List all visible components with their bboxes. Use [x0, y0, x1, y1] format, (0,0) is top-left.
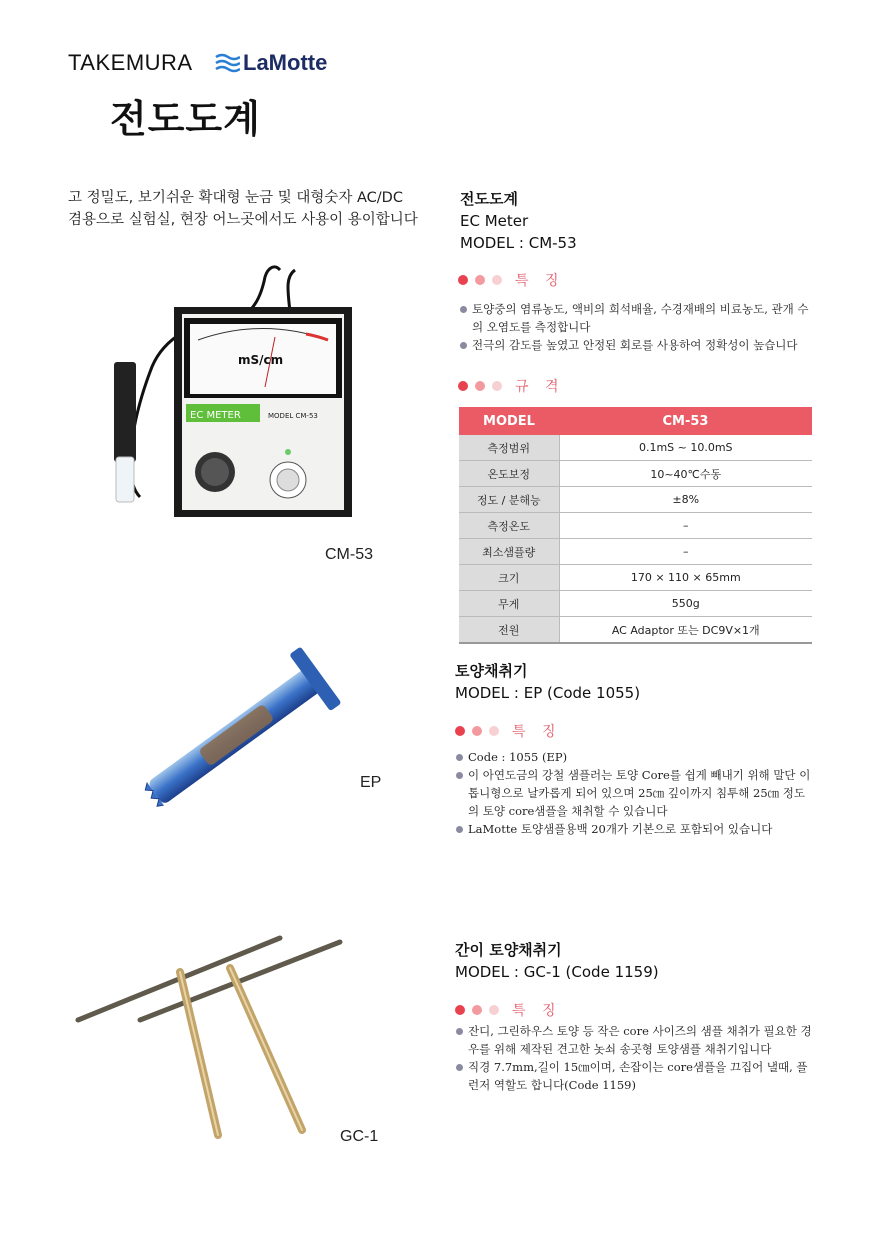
- list-item: LaMotte 토양샘플용백 20개가 기본으로 포함되어 있습니다: [456, 820, 814, 838]
- dot-icon: [472, 1005, 482, 1015]
- table-row: [459, 487, 812, 513]
- features-heading-cm53: [458, 270, 565, 290]
- spec-value-cell: 550g: [559, 591, 812, 617]
- product-subtitle: EC Meter: [460, 212, 529, 230]
- spec-label: 규 격: [515, 379, 565, 395]
- list-item: Code : 1055 (EP): [456, 748, 814, 766]
- brand-lamotte: [214, 50, 327, 76]
- spec-label-cell: 최소샘플량: [459, 539, 559, 565]
- product-name-ep: [455, 660, 640, 704]
- caption-ep: EP: [360, 774, 382, 791]
- dot-icon: [492, 381, 502, 391]
- product-model: MODEL : EP (Code 1055): [455, 684, 641, 702]
- gc1-sampler-image: [70, 930, 360, 1140]
- spec-label-cell: 크기: [459, 565, 559, 591]
- product-title: 간이 토양채취기: [455, 941, 562, 959]
- ep-sampler-image: [125, 645, 365, 815]
- spec-value-cell: 0.1mS ~ 10.0mS: [559, 435, 812, 461]
- features-list-cm53: [460, 300, 815, 354]
- lamotte-wordmark: LaMotte: [243, 50, 328, 75]
- intro-text: [68, 187, 418, 231]
- table-row: [459, 435, 812, 461]
- spec-header-value: CM-53: [559, 407, 812, 435]
- table-row: [459, 591, 812, 617]
- meter-model-label: MODEL CM-53: [268, 412, 318, 420]
- dot-icon: [455, 726, 465, 736]
- product-title: 전도도계: [460, 190, 518, 208]
- product-title: 토양채취기: [455, 662, 528, 680]
- list-item: 토양중의 염류농도, 액비의 희석배율, 수경재배의 비료농도, 관개 수의 오염도를 측정합니다: [460, 300, 815, 336]
- dot-icon: [489, 1005, 499, 1015]
- features-label: 특 징: [512, 1003, 562, 1019]
- product-model: MODEL : CM-53: [460, 234, 577, 252]
- features-label: 특 징: [515, 273, 565, 289]
- spec-label-cell: 무게: [459, 591, 559, 617]
- list-item: 직경 7.7mm,길이 15㎝이며, 손잡이는 core샘플을 끄집어 낼때, 플런저 역할도 합니다(Code 1159): [456, 1058, 814, 1094]
- table-row: [459, 539, 812, 565]
- dot-icon: [489, 726, 499, 736]
- dot-icon: [458, 275, 468, 285]
- table-row: [459, 513, 812, 539]
- features-list-gc1: [456, 1022, 814, 1094]
- features-heading-ep: [455, 721, 562, 741]
- product-model: MODEL : GC-1 (Code 1159): [455, 963, 659, 981]
- list-item: 잔디, 그린하우스 토양 등 작은 core 사이즈의 샘플 채취가 필요한 경우를 위해 제작된 견고한 놋쇠 송곳형 토양샘플 채취기입니다: [456, 1022, 814, 1058]
- intro-line-2: 겸용으로 실험실, 현장 어느곳에서도 사용이 용이합니다: [68, 212, 418, 228]
- meter-panel-label: EC METER: [190, 410, 241, 421]
- brand-takemura: TAKEMURA: [68, 50, 193, 75]
- spec-header-model: MODEL: [459, 407, 559, 435]
- spec-value-cell: –: [559, 513, 812, 539]
- features-heading-gc1: [455, 1000, 562, 1020]
- caption-cm53: CM-53: [325, 546, 374, 563]
- dot-icon: [492, 275, 502, 285]
- features-list-ep: [456, 748, 814, 838]
- features-label: 특 징: [512, 724, 562, 740]
- spec-value-cell: 170 × 110 × 65mm: [559, 565, 812, 591]
- spec-label-cell: 측정온도: [459, 513, 559, 539]
- spec-value-cell: ±8%: [559, 487, 812, 513]
- dot-icon: [472, 726, 482, 736]
- spec-label-cell: 온도보정: [459, 461, 559, 487]
- product-name-gc1: [455, 939, 659, 983]
- spec-value-cell: –: [559, 539, 812, 565]
- table-row: [459, 461, 812, 487]
- dot-icon: [455, 1005, 465, 1015]
- dot-icon: [475, 381, 485, 391]
- intro-line-1: 고 정밀도, 보기쉬운 확대형 눈금 및 대형숫자 AC/DC: [68, 190, 403, 206]
- spec-value-cell: AC Adaptor 또는 DC9V×1개: [559, 617, 812, 644]
- dot-icon: [475, 275, 485, 285]
- lamotte-logo-icon: [214, 53, 240, 73]
- spec-heading-cm53: [458, 376, 565, 396]
- table-row: [459, 565, 812, 591]
- product-name-cm53: [460, 188, 577, 254]
- spec-table: [459, 407, 812, 644]
- spec-label-cell: 측정범위: [459, 435, 559, 461]
- spec-label-cell: 정도 / 분해능: [459, 487, 559, 513]
- list-item: 이 아연도금의 강철 샘플러는 토양 Core를 쉽게 빼내기 위해 말단 이 톱니형으로 날카롭게 되어 있으며 25㎝ 깊이까지 침투해 25㎝ 정도의 토양 core샘플을 채취할 수 있습니다: [456, 766, 814, 820]
- caption-gc1: GC-1: [340, 1128, 379, 1145]
- list-item: 전극의 감도를 높였고 안정된 회로를 사용하여 정확성이 높습니다: [460, 336, 815, 354]
- spec-value-cell: 10~40℃수동: [559, 461, 812, 487]
- cm53-meter-image: [110, 262, 360, 522]
- spec-label-cell: 전원: [459, 617, 559, 644]
- dot-icon: [458, 381, 468, 391]
- meter-unit-label: mS/cm: [238, 353, 284, 367]
- spec-header-row: [459, 407, 812, 435]
- page-title: 전도도계: [110, 97, 261, 141]
- table-row: [459, 617, 812, 644]
